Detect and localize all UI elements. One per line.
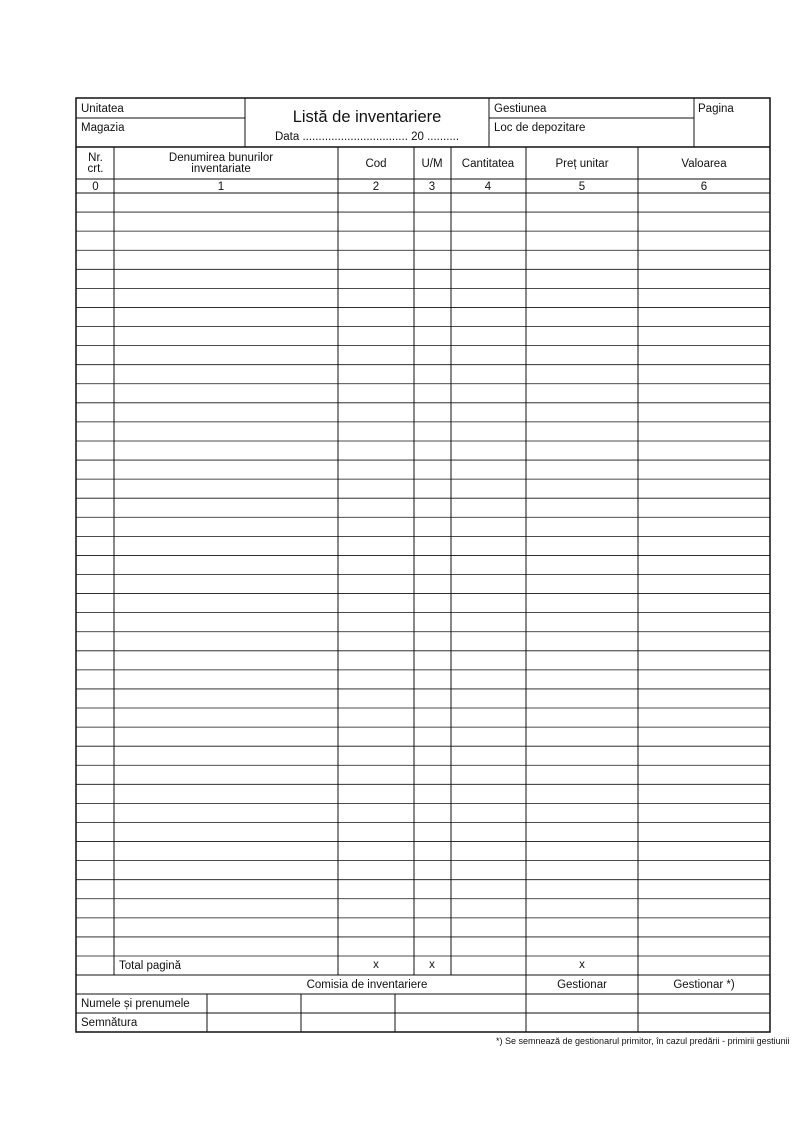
pagina-label: Pagina: [698, 103, 734, 115]
col-number-6: 6: [700, 181, 708, 193]
col-valoare: Valoarea: [681, 158, 727, 170]
col-number-0: 0: [92, 181, 99, 193]
gestiunea-label: Gestiunea: [494, 103, 547, 115]
total-um-mark: x: [429, 959, 435, 971]
magazia-label: Magazia: [81, 122, 125, 134]
total-pagina-label: Total pagină: [119, 960, 182, 972]
date-line: Data ................................. 20 ..........: [274, 131, 460, 143]
col-denumire-line2: inventariate: [191, 163, 251, 175]
col-number-2: 2: [372, 181, 380, 193]
unitatea-label: Unitatea: [81, 103, 124, 115]
col-number-4: 4: [484, 181, 492, 193]
loc-depozitare-label: Loc de depozitare: [494, 122, 586, 134]
form-border: [76, 98, 770, 1032]
col-cantitate: Cantitatea: [461, 158, 515, 170]
semnatura-label: Semnătura: [81, 1017, 138, 1029]
col-number-3: 3: [428, 181, 436, 193]
page-title: Listă de inventariere: [292, 108, 442, 126]
comisia-label: Comisia de inventariere: [306, 979, 428, 991]
col-nr-line2: crt.: [87, 163, 104, 175]
col-um: U/M: [421, 158, 443, 170]
total-pret-mark: x: [579, 959, 585, 971]
total-cod-mark: x: [373, 959, 379, 971]
col-number-5: 5: [578, 181, 586, 193]
numele-label: Numele și prenumele: [81, 998, 190, 1010]
col-cod: Cod: [365, 158, 387, 170]
col-number-1: 1: [217, 181, 225, 193]
col-nr-line1: Nr.: [88, 152, 103, 164]
col-pret-unitar: Preț unitar: [555, 158, 609, 170]
col-denumire-line1: Denumirea bunurilor: [168, 152, 274, 164]
gestionar-label: Gestionar: [557, 979, 607, 991]
footnote: *) Se semnează de gestionarul primitor, în cazul predării - primirii gestiunii: [496, 1036, 790, 1046]
gestionar2-label: Gestionar *): [673, 979, 735, 991]
